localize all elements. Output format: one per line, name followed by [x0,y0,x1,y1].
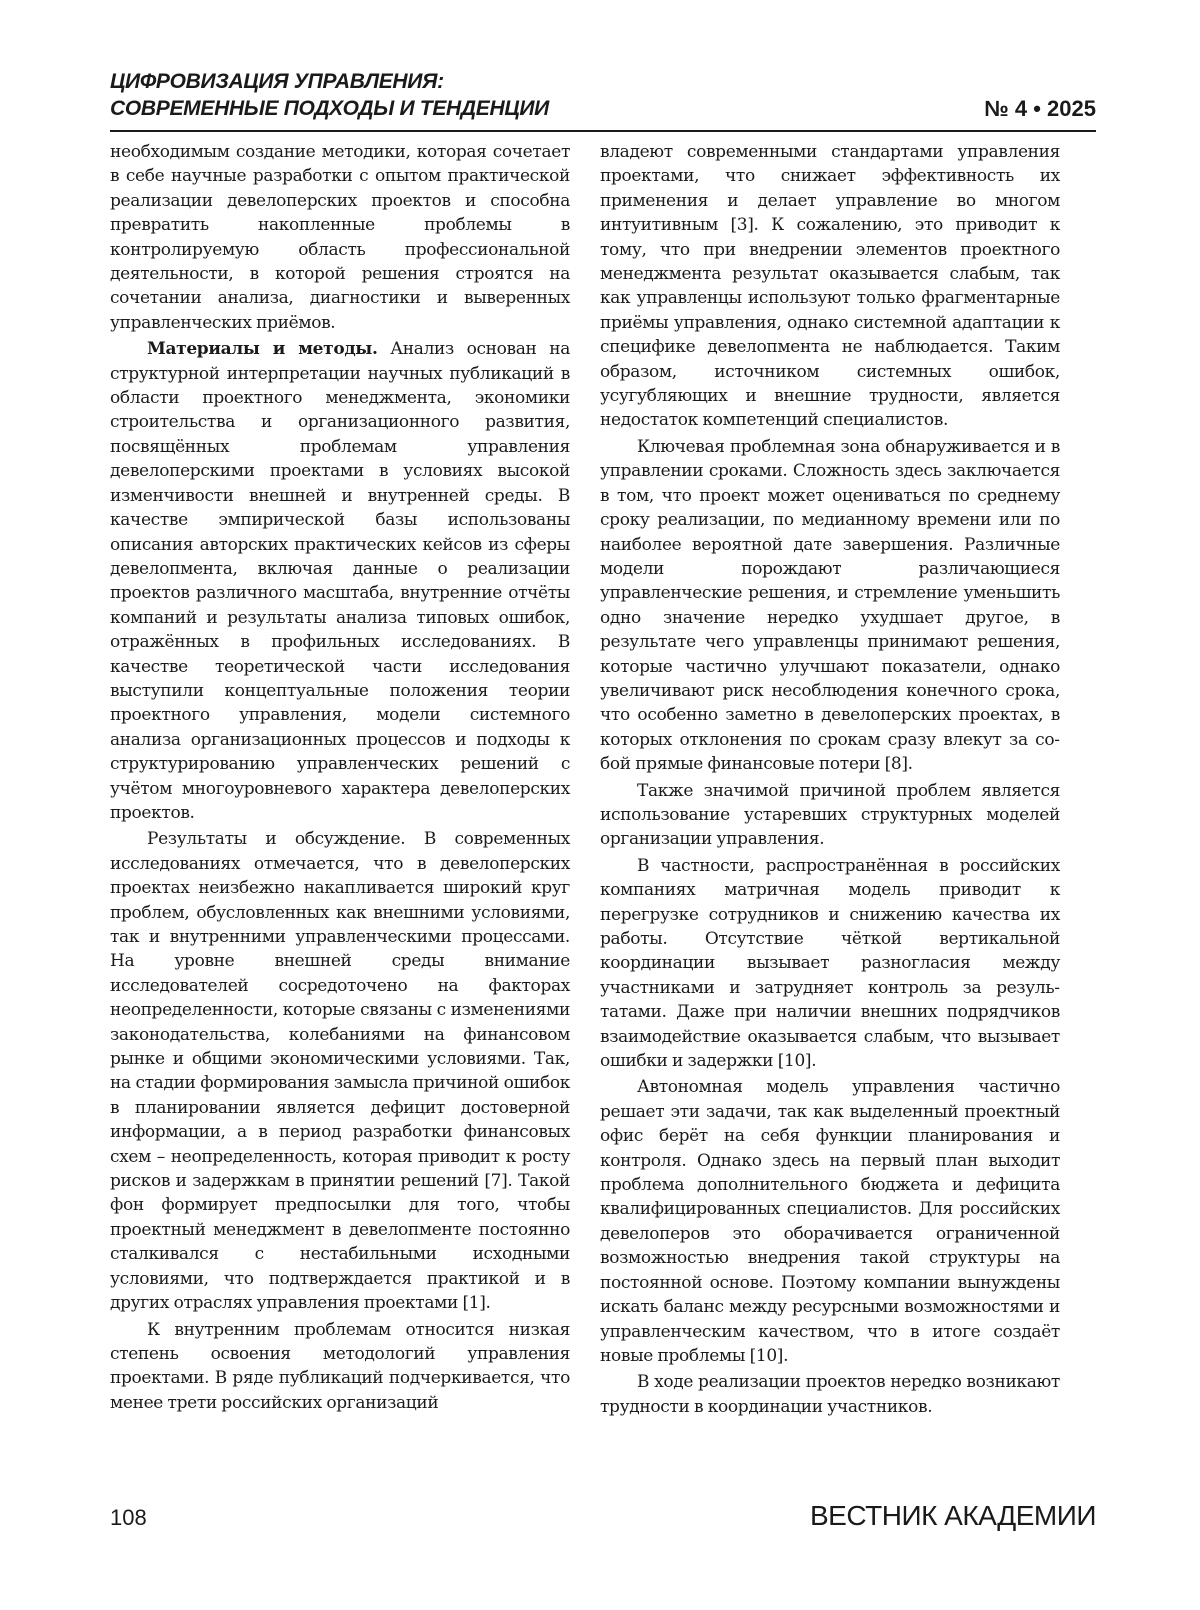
journal-title: ВЕСТНИК АКАДЕМИИ [810,1500,1096,1531]
issue-number: № 4 • 2025 [984,96,1096,121]
running-header [110,68,1096,124]
paragraph: необходимым создание методики, которая сочетает в себе научные разработки с опытом практической реализации девелоперских проектов и способна превратить накопленные проблемы в контролируемую область профессиональной деятельности, в которой решения строятся на сочетании анализа, диагностики и выверенных управленческих приёмов. [110,142,570,333]
paragraph-results: Результаты и обсуждение. В современных исследованиях отмечается, что в девелоперских проектах неизбежно накапливается широкий круг проблем, обусловленных как внешними условиями, так и внутренними управленческими процессами. На уровне внешней среды внимание исследователей сосредоточено на факторах неопределенности, которые связаны с изменениями законодательства, колебаниями на финансовом рынке и общими экономическими условиями. Так, на стадии формирования замысла причиной ошибок в планировании является дефицит достоверной информации, а в период разработки финансовых схем – неопределенность, которая приводит к росту рисков и задержкам в принятии решений [7]. Такой фон формирует предпосылки для того, чтобы проектный менеджмент в девелопменте постоянно сталкивался с нестабильными исходными условиями, что подтверждается практикой и в других отраслях управления проектами [1]. [110,829,570,1314]
paragraph: К внутренним проблемам относится низкая степень освоения методологий управления проектами. В ряде публикаций подчеркивается, что менее трети российских организаций [110,1319,570,1413]
paragraph-body: Анализ основан на структурной интерпретации научных публикаций в области проектного менеджмента, экономики строительства и организационного развития, посвящённых проблемам управления девелоперскими проектами в условиях высокой изменчивости внешней и внутренней среды. В качестве эмпирической базы использованы описания авторских практических кейсов из сферы девелопмента, включая данные о реализации проектов различного масштаба, внутренние отчёты компаний и результаты анализа типовых ошибок, отражённых в профильных исследованиях. В качестве теоретической части исследования выступили концептуальные положения теории проектного управления, модели системного анализа организационных процессов и подходы к структурированию управленческих решений с учётом многоуровневого характера девелоперских проектов. [110,339,571,823]
page-number: 108 [110,1505,147,1530]
paragraph-materials-methods [110,337,570,825]
paragraph: владеют современными стандартами управления проектами, что снижает эффективность их применения и делает управление во многом интуитивным [3]. К сожалению, это приводит к тому, что при внедрении элементов проектного менеджмента результат оказывается слабым, так как управленцы используют только фрагментарные приёмы управления, однако системной адаптации к специфике девелопмента не наблюдается. Таким образом, источником системных ошибок, усугубляющих и внешние трудности, является недостаток компетенций специалистов. [600,142,1060,431]
left-column [110,140,570,1415]
section-rubric [110,68,1096,122]
header-divider [110,130,1096,132]
rubric-line-1: ЦИФРОВИЗАЦИЯ УПРАВЛЕНИЯ: [110,70,444,93]
paragraph: Ключевая проблемная зона обнаруживается и в управлении сроками. Сложность здесь заключается в том, что проект может оцениваться по среднему сроку реализации, по медианному времени или по наиболее вероятной дате завершения. Различные модели порождают различающиеся управленческие решения, и стремление уменьшить одно значение нередко ухудшает другое, в результате чего управленцы принимают решения, которые частично улучшают показатели, однако увеличивают риск несоблюдения конечного срока, что особенно заметно в девелоперских проектах, в которых отклонения по срокам сразу влекут за собой прямые финансовые потери [8]. [600,436,1060,775]
section-heading-materials-methods: Материалы и методы. [147,339,378,360]
paragraph: Также значимой причиной проблем является использование устаревших структурных моделей организации управления. [600,780,1060,850]
paragraph: В частности, распространённая в российских компаниях матричная модель приводит к перегрузке сотрудников и снижению качества их работы. Отсутствие чёткой вертикальной координации вызывает разногласия между участниками и затрудняет контроль за результатами. Даже при наличии внешних подрядчиков взаимодействие оказывается слабым, что вызывает ошибки и задержки [10]. [600,855,1060,1072]
right-column [600,140,1060,1419]
rubric-line-2: СОВРЕМЕННЫЕ ПОДХОДЫ И ТЕНДЕНЦИИ [110,97,549,120]
paragraph: Автономная модель управления частично решает эти задачи, так как выделенный проектный офис берёт на себя функции планирования и контроля. Однако здесь на первый план выходит проблема дополнительного бюджета и дефицита квалифицированных специалистов. Для российских девелоперов это оборачивается ограниченной возможностью внедрения такой структуры на постоянной основе. Поэтому компании вынуждены искать баланс между ресурсными возможностями и управленческим качеством, что в итоге создаёт новые проблемы [10]. [600,1077,1060,1366]
paragraph: В ходе реализации проектов нередко возникают трудности в координации участников. [600,1372,1060,1417]
